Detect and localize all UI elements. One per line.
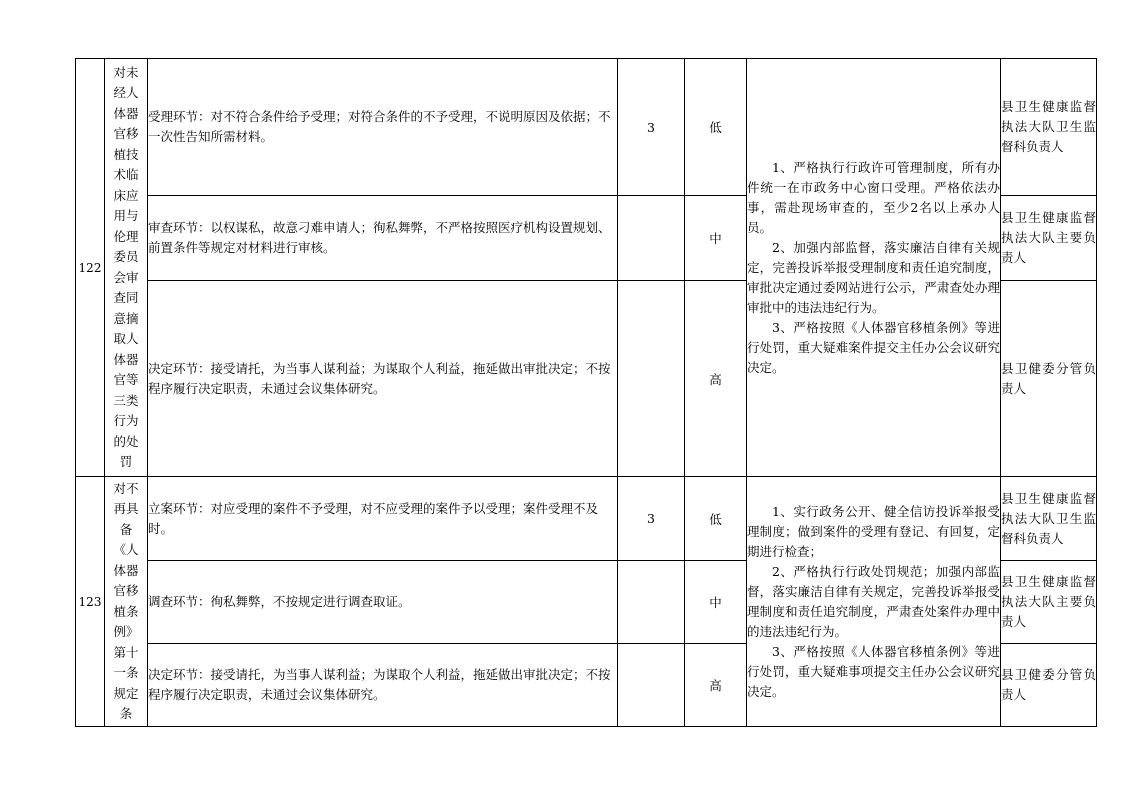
step-description: 决定环节：接受请托，为当事人谋利益；为谋取个人利益，拖延做出审批决定；不按程序履行决定职责，未通过会议集体研究。 <box>148 281 618 477</box>
risk-level: 低 <box>685 59 747 196</box>
risk-score: 3 <box>618 477 685 561</box>
step-description: 决定环节：接受请托，为当事人谋利益；为谋取个人利益，拖延做出审批决定；不按程序履行决定职责，未通过会议集体研究。 <box>148 644 618 727</box>
responsible-person: 县卫生健康监督执法大队主要负责人 <box>1001 196 1097 281</box>
responsible-person: 县卫生健康监督执法大队卫生监督科负责人 <box>1001 477 1097 561</box>
item-name: 对不 再具 备 《人 体器 官移 植条 例》 第十 一条 规定 条 <box>105 477 148 727</box>
risk-score <box>618 196 685 281</box>
risk-level: 中 <box>685 561 747 644</box>
measure-item: 2、严格执行行政处罚规范；加强内部监督，落实廉洁自律有关规定，完善投诉举报受理制度和责任追究制度，严肃查处案件办理中的违法违纪行为。 <box>747 563 1000 639</box>
risk-score <box>618 281 685 477</box>
measure-item: 1、实行政务公开、健全信访投诉举报受理制度；做到案件的受理有登记、有回复，定期进行检查； <box>747 503 1000 559</box>
item-name: 对未 经人 体器 官移 植技 术临 床应 用与 伦理 委员 会审 查同 意摘 取人 体器 官等 三类 行为 的处 罚 <box>105 59 148 477</box>
risk-table <box>75 58 1097 727</box>
step-description: 受理环节：对不符合条件给予受理；对符合条件的不予受理，不说明原因及依据；不一次性告知所需材料。 <box>148 59 618 196</box>
step-description: 调查环节：徇私舞弊，不按规定进行调查取证。 <box>148 561 618 644</box>
step-description: 立案环节：对应受理的案件不予受理，对不应受理的案件予以受理；案件受理不及时。 <box>148 477 618 561</box>
responsible-person: 县卫生健康监督执法大队主要负责人 <box>1001 561 1097 644</box>
measure-item: 2、加强内部监督，落实廉洁自律有关规定，完善投诉举报受理制度和责任追究制度，审批决定通过委网站进行公示，严肃查处办理审批中的违法违纪行为。 <box>747 239 1000 315</box>
item-number: 123 <box>76 477 105 727</box>
prevention-measures <box>747 477 1001 727</box>
risk-score <box>618 561 685 644</box>
measure-item: 3、严格按照《人体器官移植条例》等进行处罚，重大疑难案件提交主任办公会议研究决定。 <box>747 319 1000 375</box>
responsible-person: 县卫健委分管负责人 <box>1001 281 1097 477</box>
step-description: 审查环节：以权谋私，故意刁难申请人；徇私舞弊，不严格按照医疗机构设置规划、前置条件等规定对材料进行审核。 <box>148 196 618 281</box>
risk-score: 3 <box>618 59 685 196</box>
responsible-person: 县卫健委分管负责人 <box>1001 644 1097 727</box>
risk-level: 中 <box>685 196 747 281</box>
prevention-measures <box>747 59 1001 477</box>
risk-level: 高 <box>685 281 747 477</box>
responsible-person: 县卫生健康监督执法大队卫生监督科负责人 <box>1001 59 1097 196</box>
item-number: 122 <box>76 59 105 477</box>
risk-score <box>618 644 685 727</box>
table-row <box>76 59 1097 196</box>
risk-level: 高 <box>685 644 747 727</box>
measure-item: 3、严格按照《人体器官移植条例》等进行处罚，重大疑难事项提交主任办公会议研究决定。 <box>747 643 1000 699</box>
table-row <box>76 477 1097 561</box>
risk-level: 低 <box>685 477 747 561</box>
measure-item: 1、严格执行行政许可管理制度，所有办件统一在市政务中心窗口受理。严格依法办事，需赴现场审查的，至少2名以上承办人员。 <box>747 159 1000 235</box>
